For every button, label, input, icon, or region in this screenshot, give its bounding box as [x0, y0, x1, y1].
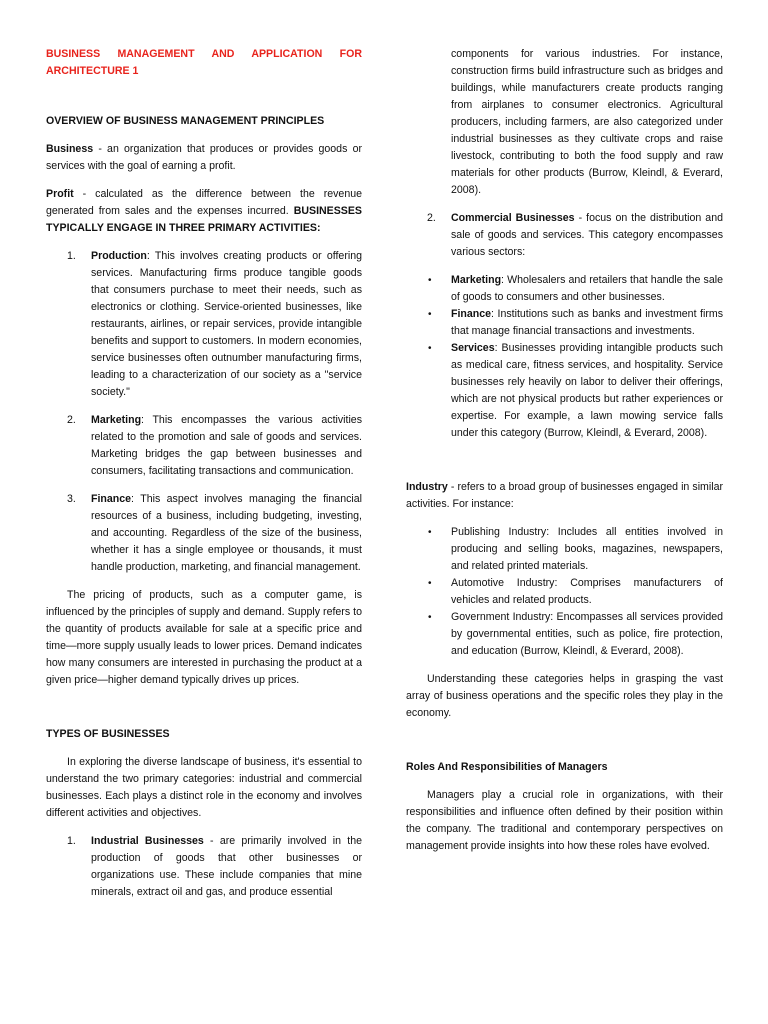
industry-definition: Industry - refers to a broad group of businesses engaged in similar activities. For instance: [406, 481, 723, 510]
pricing-paragraph: The pricing of products, such as a computer game, is influenced by the principles of supply and demand. Supply refers to the quantity of products available for sale at a specific price and time—more supply usually leads to lower prices. Demand indicates how many consumers are interested in purchasing the product at a given price—higher demand typically drives up prices. [46, 589, 362, 686]
sectors-list [406, 272, 723, 442]
activities-intro: BUSINESSES TYPICALLY ENGAGE IN THREE PRIMARY ACTIVITIES: [46, 205, 362, 234]
list-item: • Finance: Institutions such as banks and investment firms that manage financial transactions and investments. [428, 308, 723, 337]
bullet-icon: • [428, 309, 432, 320]
industry-term: Industry [406, 481, 448, 493]
list-item: 2. Commercial Businesses - focus on the distribution and sale of goods and services. This category encompasses various sectors: [427, 212, 723, 258]
understanding-paragraph: Understanding these categories helps in grasping the vast array of business operations and the specific roles they play in the economy. [406, 673, 723, 719]
activities-list [46, 248, 362, 576]
document-title: BUSINESS MANAGEMENT AND APPLICATION FOR ARCHITECTURE 1 [46, 48, 362, 77]
bullet-icon: • [428, 578, 432, 589]
overview-heading: OVERVIEW OF BUSINESS MANAGEMENT PRINCIPLES [46, 115, 325, 127]
right-column [406, 0, 723, 855]
roles-paragraph: Managers play a crucial role in organizations, with their responsibilities and influence often defined by their position within the company. The traditional and contemporary perspectives on management provide insights into how these roles have evolved. [406, 789, 723, 852]
industries-list [406, 524, 723, 660]
bullet-icon: • [428, 612, 432, 623]
types-heading: TYPES OF BUSINESSES [46, 728, 170, 740]
list-item: 1. Industrial Businesses - are primarily involved in the production of goods that other businesses or organizations use. These include companies that mine minerals, extract oil and gas, and produce essential [67, 835, 362, 898]
left-column [46, 0, 362, 901]
list-item: • Government Industry: Encompasses all services provided by governmental entities, such as police, fire protection, and education (Burrow, Kleindl, & Everard, 2008). [428, 611, 723, 657]
industrial-continuation: components for various industries. For instance, construction firms build infrastructure such as bridges and buildings, while manufacturers create products ranging from airplanes to consumer electronics. Agricultural producers, including farmers, are also categorized under industrial businesses as they cultivate crops and raise livestock, contributing to both the food supply and raw materials for other products (Burrow, Kleindl, & Everard, 2008). [451, 48, 723, 196]
list-item: • Publishing Industry: Includes all entities involved in producing and selling books, magazines, newspapers, and related printed materials. [428, 526, 723, 572]
list-item: • Automotive Industry: Comprises manufacturers of vehicles and related products. [428, 577, 723, 606]
business-types-list [46, 833, 362, 901]
list-item: 1. Production: This involves creating products or offering services. Manufacturing firms produce tangible goods that consumers purchase to meet their needs, such as electronics or clothing. Service-oriented businesses, like restaurants, airlines, or repair services, provide intangible benefits and support to customers. In modern economies, service businesses often outnumber manufacturing firms, leading to a characterization of our society as a "service society." [67, 250, 362, 398]
types-paragraph: In exploring the diverse landscape of business, it's essential to understand the two primary categories: industrial and commercial businesses. Each plays a distinct role in the economy and involves different activities and objectives. [46, 756, 362, 819]
roles-heading: Roles And Responsibilities of Managers [406, 761, 608, 773]
commercial-list [406, 210, 723, 261]
business-term: Business [46, 143, 94, 155]
list-item: • Services: Businesses providing intangible products such as medical care, fitness services, and hospitality. Service businesses rely heavily on labor to deliver their offerings, which are not physical products but rather experiences or expertise. For example, a lawn mowing service falls under this category (Burrow, Kleindl, & Everard, 2008). [428, 342, 723, 439]
bullet-icon: • [428, 343, 432, 354]
business-definition: Business - an organization that produces or provides goods or services with the goal of earning a profit. [46, 143, 362, 172]
list-item: 2. Marketing: This encompasses the various activities related to the promotion and sale of goods and services. Marketing bridges the gap between businesses and consumers, facilitating transactions and communication. [67, 414, 362, 477]
bullet-icon: • [428, 527, 432, 538]
bullet-icon: • [428, 275, 432, 286]
list-item: • Marketing: Wholesalers and retailers that handle the sale of goods to consumers and other businesses. [428, 274, 723, 303]
list-item: 3. Finance: This aspect involves managing the financial resources of a business, including budgeting, investing, and accounting. Regardless of the size of the business, whether it has a single employee or thousands, it must handle production, marketing, and financial management. [67, 493, 362, 573]
profit-definition: Profit - calculated as the difference between the revenue generated from sales and the expenses incurred. BUSINESSES TYPICALLY ENGAGE IN THREE PRIMARY ACTIVITIES: [46, 188, 362, 234]
profit-term: Profit [46, 188, 74, 200]
